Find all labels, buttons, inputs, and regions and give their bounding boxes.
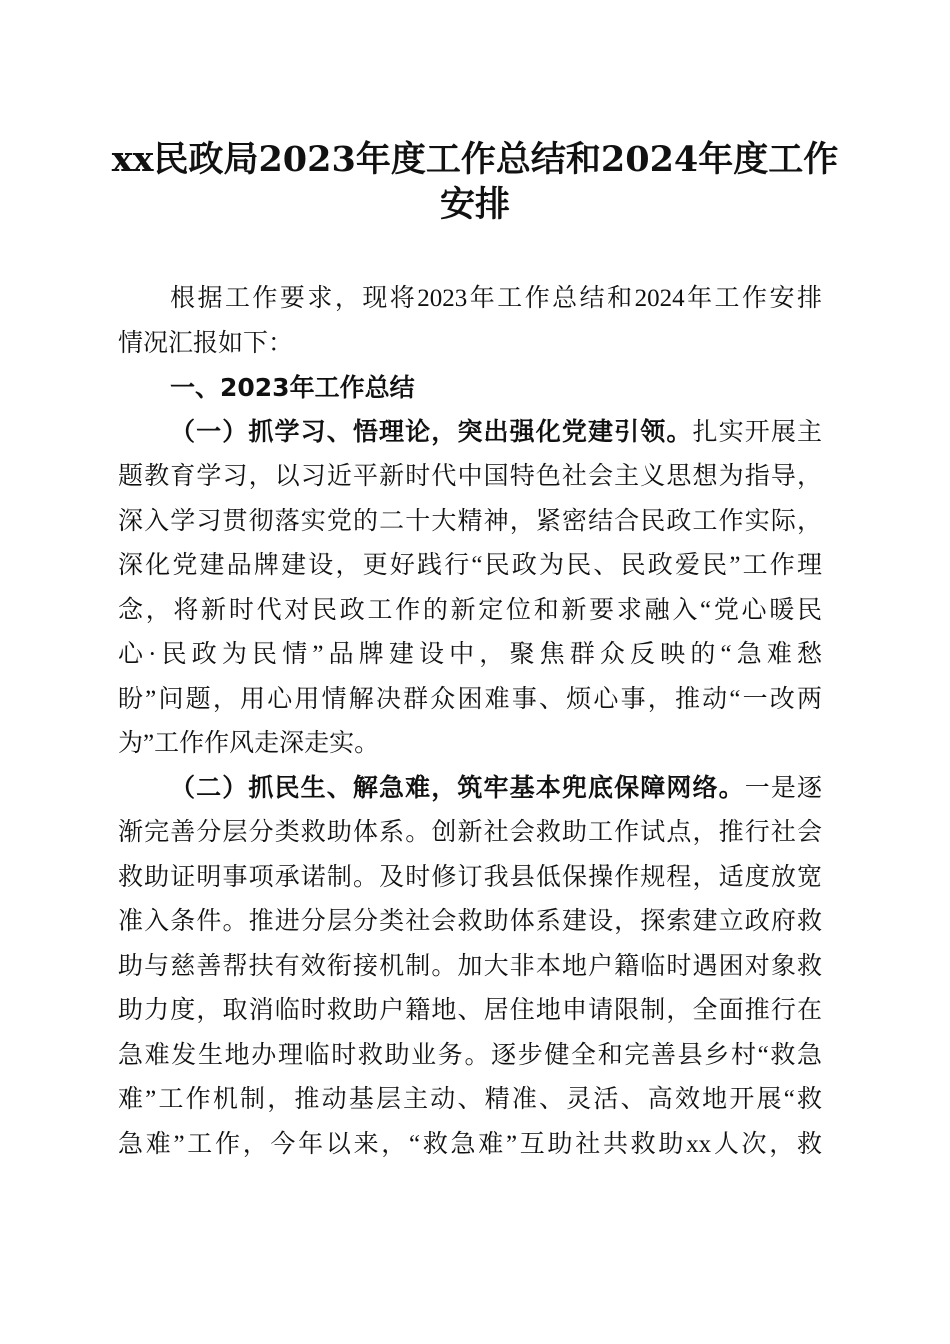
title-line-2: 安排 bbox=[439, 184, 510, 225]
paragraph-line: 题教育学习，以习近平新时代中国特色社会主义思想为指导， bbox=[118, 463, 822, 490]
paragraph-line bbox=[118, 411, 822, 456]
paragraph-text: 一是逐 bbox=[744, 774, 822, 802]
paragraph-party-building bbox=[118, 411, 822, 767]
paragraph-livelihood bbox=[118, 767, 822, 1168]
paragraph-line: 为”工作作风走深走实。 bbox=[118, 730, 380, 757]
paragraph-line: 深入学习贯彻落实党的二十大精神，紧密结合民政工作实际， bbox=[118, 507, 822, 535]
paragraph-line: 准入条件。推进分层分类社会救助体系建设，探索建立政府救 bbox=[118, 908, 822, 935]
paragraph-line: 深化党建品牌建设，更好践行“民政为民、民政爱民”工作理 bbox=[118, 552, 822, 579]
paragraph-line: 渐完善分层分类救助体系。创新社会救助工作试点，推行社会 bbox=[118, 819, 822, 846]
paragraph-line: 念，将新时代对民政工作的新定位和新要求融入“党心暖民 bbox=[118, 596, 822, 624]
paragraph-line bbox=[118, 767, 822, 812]
intro-paragraph bbox=[118, 277, 822, 366]
paragraph-lead: （二）抓民生、解急难，筑牢基本兜底保障网络。 bbox=[170, 774, 745, 802]
paragraph-line: 助力度，取消临时救助户籍地、居住地申请限制，全面推行在 bbox=[118, 997, 822, 1024]
intro-line: 根据工作要求，现将2023年工作总结和2024年工作安排 bbox=[170, 285, 822, 312]
section-heading: 一、2023年工作总结 bbox=[170, 373, 415, 402]
paragraph-line: 急难”工作，今年以来，“救急难”互助社共救助xx人次，救 bbox=[118, 1130, 822, 1158]
paragraph-line: 盼”问题，用心用情解决群众困难事、烦心事，推动“一改两 bbox=[118, 685, 822, 713]
paragraph-line: 心·民政为民情”品牌建设中，聚焦群众反映的“急难愁 bbox=[118, 641, 822, 668]
paragraph-line: 助与慈善帮扶有效衔接机制。加大非本地户籍临时遇困对象救 bbox=[118, 952, 822, 980]
paragraph-line: 救助证明事项承诺制。及时修订我县低保操作规程，适度放宽 bbox=[118, 863, 822, 891]
paragraph-lead: （一）抓学习、悟理论，突出强化党建引领。 bbox=[170, 418, 693, 446]
intro-line: 情况汇报如下： bbox=[118, 329, 294, 357]
title-line-1: xx民政局2023年度工作总结和2024年度工作 bbox=[111, 139, 839, 180]
paragraph-line: 难”工作机制，推动基层主动、精准、灵活、高效地开展“救 bbox=[118, 1086, 822, 1113]
paragraph-line: 急难发生地办理临时救助业务。逐步健全和完善县乡村“救急 bbox=[118, 1041, 822, 1069]
document-title bbox=[100, 137, 850, 227]
paragraph-text: 扎实开展主 bbox=[692, 418, 822, 446]
document-body bbox=[118, 277, 822, 1167]
